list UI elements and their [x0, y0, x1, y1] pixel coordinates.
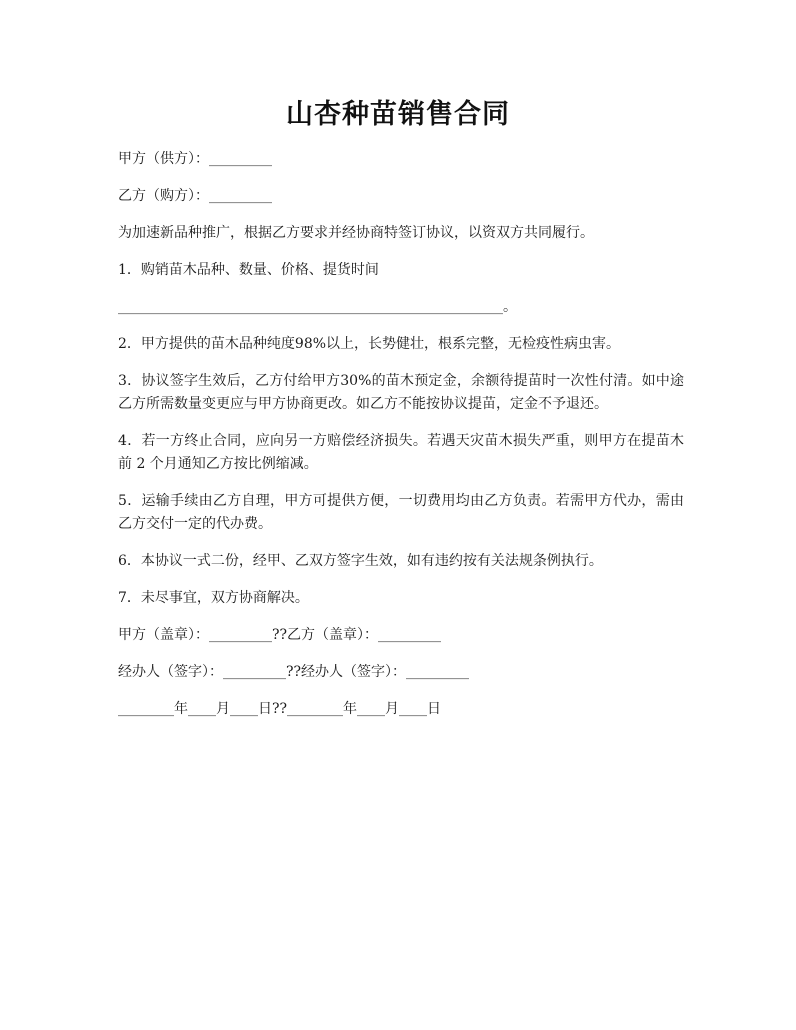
contract-body — [118, 148, 684, 735]
clause-4: 4．若一方终止合同，应向另一方赔偿经济损失。若遇天灾苗木损失严重，则甲方在提苗木前 2 个月通知乙方按比例缩减。 — [118, 433, 684, 472]
signer-line: 经办人（签字）：_________??经办人（签字）：_________ — [118, 664, 470, 680]
clause-1-blank: _______________________________________________________。 — [118, 299, 517, 315]
clause-6: 6．本协议一式二份，经甲、乙双方签字生效，如有违约按有关法规条例执行。 — [118, 553, 603, 569]
clause-1: 1．购销苗木品种、数量、价格、提货时间 — [118, 262, 379, 278]
party-b-line: 乙方（购方）：_________ — [118, 188, 272, 204]
clause-7: 7．未尽事宜，双方协商解决。 — [118, 590, 309, 606]
clause-2: 2．甲方提供的苗木品种纯度98%以上，长势健壮，根系完整，无检疫性病虫害。 — [118, 336, 621, 352]
page-title: 山杏种苗销售合同 — [286, 99, 510, 130]
intro-paragraph: 为加速新品种推广，根据乙方要求并经协商特签订协议，以资双方共同履行。 — [118, 225, 594, 241]
clause-5: 5．运输手续由乙方自理，甲方可提供方便，一切费用均由乙方负责。若需甲方代办，需由乙方交付一定的代办费。 — [118, 493, 684, 532]
party-a-line: 甲方（供方）：_________ — [118, 151, 272, 167]
seal-line: 甲方（盖章）：_________??乙方（盖章）：_________ — [118, 627, 442, 643]
date-line: ________年____月____日??________年____月____日 — [118, 701, 442, 717]
clause-3: 3．协议签字生效后，乙方付给甲方30%的苗木预定金，余额待提苗时一次性付清。如中途乙方所需数量变更应与甲方协商更改。如乙方不能按协议提苗，定金不予退还。 — [118, 373, 684, 412]
